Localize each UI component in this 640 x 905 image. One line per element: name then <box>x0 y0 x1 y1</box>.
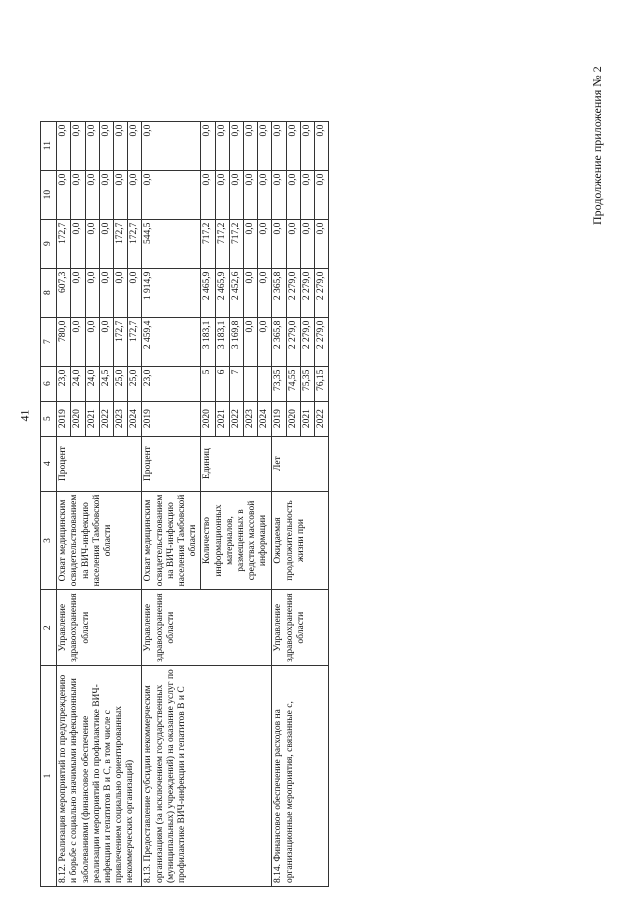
federal-funding: 0,0 <box>258 268 272 317</box>
total-funding: 0,0 <box>99 317 113 366</box>
regional-funding: 717,2 <box>201 219 215 268</box>
other-funding: 0,0 <box>229 121 243 170</box>
indicator-value: 7 <box>229 366 243 401</box>
local-funding: 0,0 <box>215 170 229 219</box>
year-cell: 2023 <box>244 401 258 436</box>
indicator-value: 25,0 <box>114 366 128 401</box>
other-funding: 0,0 <box>244 121 258 170</box>
local-funding: 0,0 <box>201 170 215 219</box>
header-note: Продолжение приложения № 2 <box>590 66 604 225</box>
indicator-value: 75,35 <box>300 366 314 401</box>
year-cell: 2019 <box>142 401 201 436</box>
local-funding: 0,0 <box>57 170 71 219</box>
year-cell: 2020 <box>201 401 215 436</box>
year-cell: 2022 <box>99 401 113 436</box>
indicator-name: Количество информационных материалов, размещенных в средствах массовой информации <box>201 491 272 590</box>
local-funding: 0,0 <box>99 170 113 219</box>
measure-name: 8.14. Финансовое обеспечение расходов на организационные мероприятия, связанные с, <box>272 666 329 887</box>
other-funding: 0,0 <box>258 121 272 170</box>
regional-funding: 717,2 <box>229 219 243 268</box>
year-cell: 2019 <box>272 401 286 436</box>
responsible-executor: Управление здравоохранения области <box>142 590 272 666</box>
federal-funding: 2 279,0 <box>315 268 329 317</box>
indicator-value: 25,0 <box>128 366 142 401</box>
federal-funding: 0,0 <box>244 268 258 317</box>
other-funding: 0,0 <box>300 121 314 170</box>
total-funding: 2 279,0 <box>286 317 300 366</box>
federal-funding: 607,3 <box>57 268 71 317</box>
indicator-value: 24,0 <box>85 366 99 401</box>
unit-of-measure: Лет <box>272 436 329 491</box>
responsible-executor: Управление здравоохранения области <box>57 590 142 666</box>
regional-funding: 0,0 <box>300 219 314 268</box>
local-funding: 0,0 <box>244 170 258 219</box>
total-funding: 0,0 <box>85 317 99 366</box>
federal-funding: 0,0 <box>85 268 99 317</box>
indicator-value: 76,15 <box>315 366 329 401</box>
indicator-value: 23,0 <box>142 366 201 401</box>
local-funding: 0,0 <box>258 170 272 219</box>
table-row <box>142 121 201 886</box>
federal-funding: 0,0 <box>128 268 142 317</box>
regional-funding: 172,7 <box>128 219 142 268</box>
col-header-2: 2 <box>41 590 57 666</box>
local-funding: 0,0 <box>272 170 286 219</box>
total-funding: 780,0 <box>57 317 71 366</box>
local-funding: 0,0 <box>286 170 300 219</box>
federal-funding: 2 279,0 <box>300 268 314 317</box>
regional-funding: 0,0 <box>272 219 286 268</box>
col-header-7: 7 <box>41 317 57 366</box>
federal-funding: 1 914,9 <box>142 268 201 317</box>
appendix-table <box>40 121 329 887</box>
local-funding: 0,0 <box>142 170 201 219</box>
total-funding: 2 459,4 <box>142 317 201 366</box>
measure-name: 8.12. Реализация мероприятий по предупреждению и борьбе с социально значимыми инфекционными заболеваниями (финансовое обеспечение реализации мероприятий по профилактике ВИЧ-инфекции и гепатитов В и С, в том числе с привлечением социально ориентированных некоммерческих организаций) <box>57 666 142 887</box>
other-funding: 0,0 <box>272 121 286 170</box>
col-header-8: 8 <box>41 268 57 317</box>
other-funding: 0,0 <box>315 121 329 170</box>
year-cell: 2021 <box>85 401 99 436</box>
other-funding: 0,0 <box>71 121 85 170</box>
col-header-10: 10 <box>41 170 57 219</box>
year-cell: 2022 <box>315 401 329 436</box>
regional-funding: 172,7 <box>57 219 71 268</box>
col-header-3: 3 <box>41 491 57 590</box>
total-funding: 0,0 <box>71 317 85 366</box>
indicator-name: Охват медицинским освидетельствованием на ВИЧ-инфекцию населения Тамбовской области <box>57 491 142 590</box>
regional-funding: 0,0 <box>244 219 258 268</box>
year-cell: 2019 <box>57 401 71 436</box>
local-funding: 0,0 <box>300 170 314 219</box>
page-number: 41 <box>17 409 32 422</box>
federal-funding: 2 452,6 <box>229 268 243 317</box>
responsible-executor: Управление здравоохранения области <box>272 590 329 666</box>
local-funding: 0,0 <box>315 170 329 219</box>
unit-of-measure: Единиц <box>201 436 272 491</box>
regional-funding: 0,0 <box>258 219 272 268</box>
measure-name: 8.13. Предоставление субсидии некоммерческим организациям (за исключением государственных (муниципальных) учреждений) на оказание услуг по профилактике ВИЧ-инфекции и гепатитов В и С <box>142 666 272 887</box>
other-funding: 0,0 <box>286 121 300 170</box>
other-funding: 0,0 <box>201 121 215 170</box>
indicator-value: 6 <box>215 366 229 401</box>
year-cell: 2021 <box>215 401 229 436</box>
other-funding: 0,0 <box>215 121 229 170</box>
unit-of-measure: Процент <box>57 436 142 491</box>
year-cell: 2022 <box>229 401 243 436</box>
year-cell: 2023 <box>114 401 128 436</box>
indicator-value: 24,0 <box>71 366 85 401</box>
total-funding: 3 183,1 <box>201 317 215 366</box>
total-funding: 0,0 <box>244 317 258 366</box>
total-funding: 172,7 <box>128 317 142 366</box>
regional-funding: 544,5 <box>142 219 201 268</box>
indicator-value <box>258 366 272 401</box>
col-header-1: 1 <box>41 666 57 887</box>
total-funding: 3 183,1 <box>215 317 229 366</box>
local-funding: 0,0 <box>71 170 85 219</box>
other-funding: 0,0 <box>128 121 142 170</box>
federal-funding: 2 465,9 <box>215 268 229 317</box>
total-funding: 172,7 <box>114 317 128 366</box>
regional-funding: 717,2 <box>215 219 229 268</box>
local-funding: 0,0 <box>128 170 142 219</box>
indicator-value <box>244 366 258 401</box>
total-funding: 3 169,8 <box>229 317 243 366</box>
col-header-4: 4 <box>41 436 57 491</box>
federal-funding: 2 365,8 <box>272 268 286 317</box>
indicator-value: 5 <box>201 366 215 401</box>
regional-funding: 0,0 <box>315 219 329 268</box>
other-funding: 0,0 <box>85 121 99 170</box>
other-funding: 0,0 <box>114 121 128 170</box>
regional-funding: 0,0 <box>71 219 85 268</box>
indicator-name: Охват медицинским освидетельствованием на ВИЧ-инфекцию населения Тамбовской области <box>142 491 201 590</box>
regional-funding: 0,0 <box>286 219 300 268</box>
other-funding: 0,0 <box>57 121 71 170</box>
column-number-row <box>41 121 57 886</box>
col-header-11: 11 <box>41 121 57 170</box>
indicator-value: 73,35 <box>272 366 286 401</box>
total-funding: 2 365,8 <box>272 317 286 366</box>
year-cell: 2020 <box>71 401 85 436</box>
year-cell: 2024 <box>258 401 272 436</box>
federal-funding: 2 279,0 <box>286 268 300 317</box>
local-funding: 0,0 <box>85 170 99 219</box>
regional-funding: 0,0 <box>85 219 99 268</box>
indicator-value: 24,5 <box>99 366 113 401</box>
total-funding: 2 279,0 <box>315 317 329 366</box>
year-cell: 2020 <box>286 401 300 436</box>
table-row <box>272 121 286 886</box>
regional-funding: 172,7 <box>114 219 128 268</box>
local-funding: 0,0 <box>229 170 243 219</box>
col-header-5: 5 <box>41 401 57 436</box>
federal-funding: 0,0 <box>99 268 113 317</box>
federal-funding: 0,0 <box>114 268 128 317</box>
federal-funding: 0,0 <box>71 268 85 317</box>
total-funding: 2 279,0 <box>300 317 314 366</box>
total-funding: 0,0 <box>258 317 272 366</box>
year-cell: 2021 <box>300 401 314 436</box>
regional-funding: 0,0 <box>99 219 113 268</box>
unit-of-measure: Процент <box>142 436 201 491</box>
local-funding: 0,0 <box>114 170 128 219</box>
year-cell: 2024 <box>128 401 142 436</box>
col-header-6: 6 <box>41 366 57 401</box>
indicator-value: 23,0 <box>57 366 71 401</box>
indicator-name: Ожидаемая продолжительность жизни при <box>272 491 329 590</box>
other-funding: 0,0 <box>142 121 201 170</box>
federal-funding: 2 465,9 <box>201 268 215 317</box>
other-funding: 0,0 <box>99 121 113 170</box>
table-row <box>57 121 71 886</box>
col-header-9: 9 <box>41 219 57 268</box>
indicator-value: 74,55 <box>286 366 300 401</box>
